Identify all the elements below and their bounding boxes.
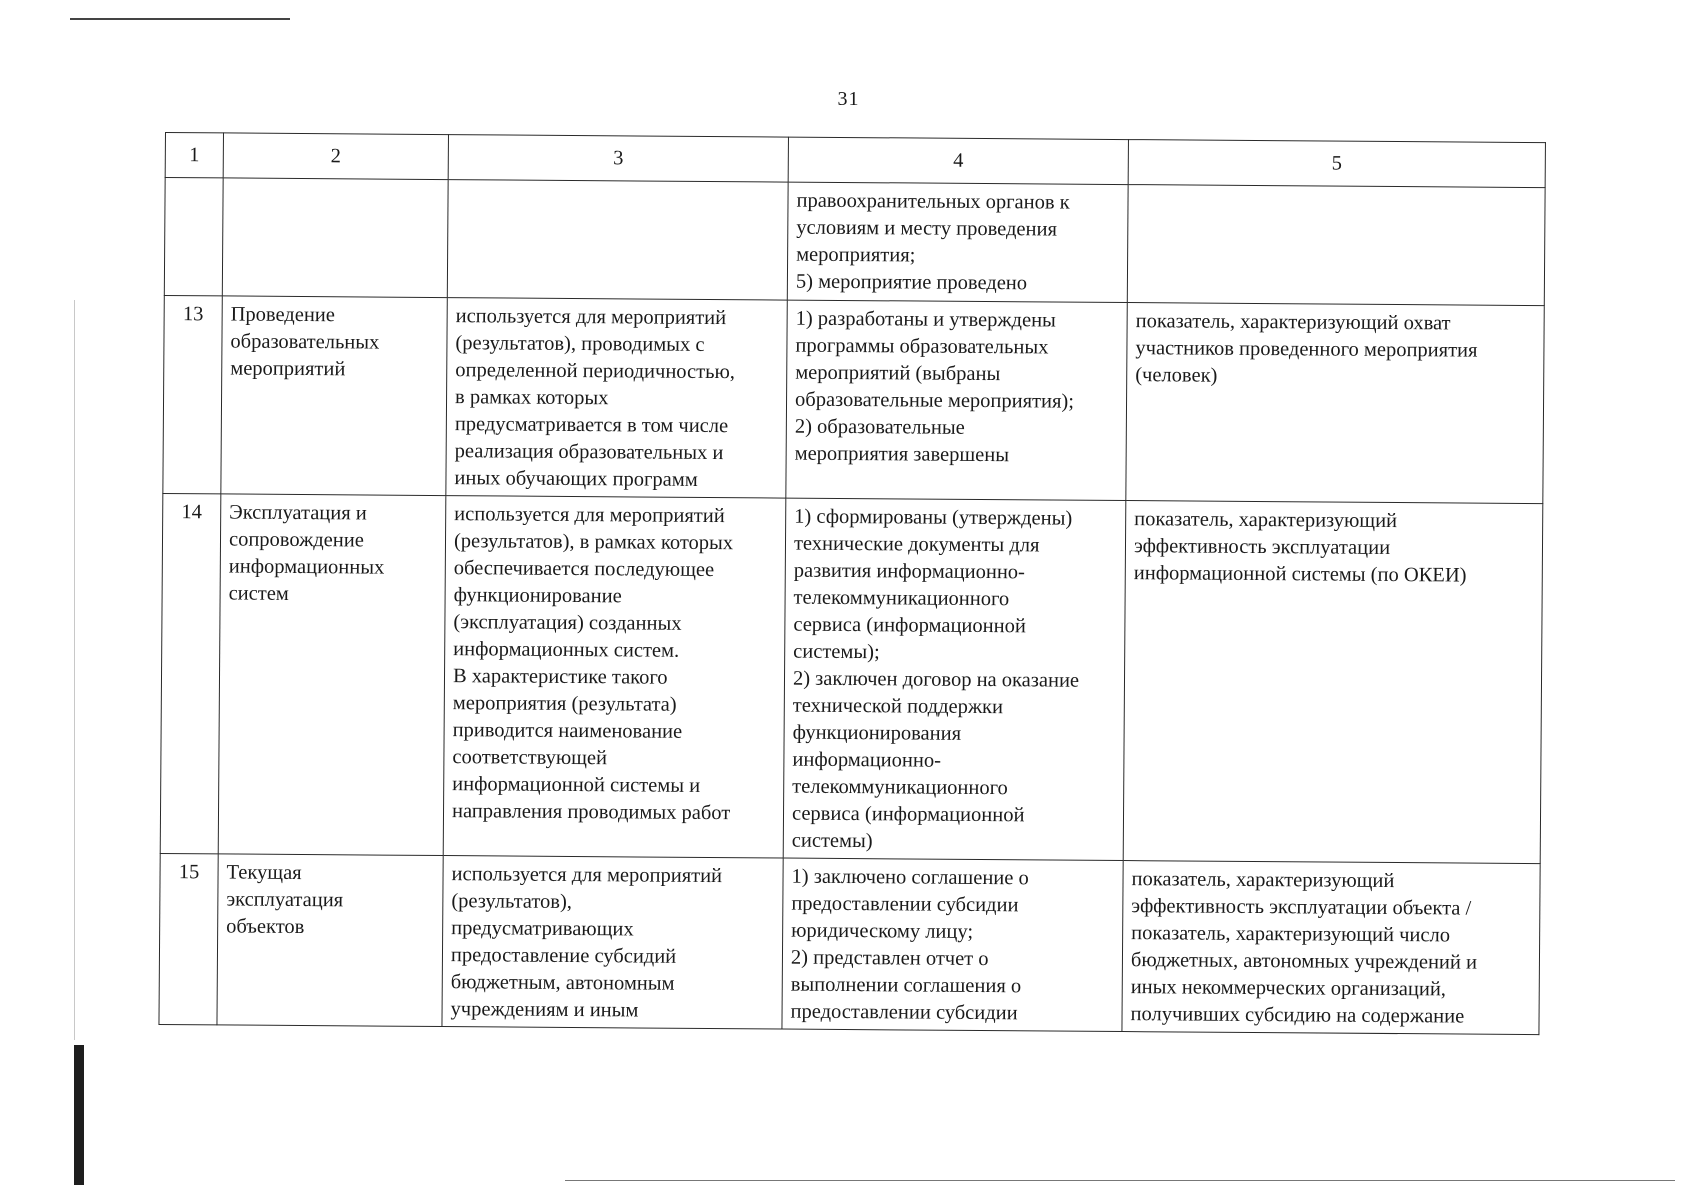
table-row [163,295,1544,503]
table-row [160,493,1543,863]
control-points-cell: 1) разработаны и утверждены программы образовательных мероприятий (выбраны образовательные мероприятия); 2) образовательные мероприятия завершены [786,300,1127,500]
scan-artifact-left-line [74,300,75,1040]
page-number: 31 [837,88,860,110]
event-type-cell [222,178,448,298]
control-points-cell: 1) заключено соглашение о предоставлении субсидии юридическому лицу; 2) представлен отчет о выполнении соглашения о предоставлении субсидии [782,858,1123,1031]
column-header: 2 [223,133,448,180]
usage-cell: используется для мероприятий (результатов), в рамках которых обеспечивается последующее функционирование (эксплуатация) созданных информационных систем. В характеристике такого мероприятия (результата) приводится наименование соответствующей информационной системы и направления проводимых работ [443,496,786,858]
indicator-cell: показатель, характеризующий эффективность эксплуатации информационной системы (по ОКЕИ) [1123,501,1543,864]
scan-artifact-left-bar [74,1045,84,1185]
event-type-cell: Эксплуатация и сопровождение информационных систем [218,494,446,856]
usage-cell [447,180,788,300]
usage-cell: используется для мероприятий (результатов), проводимых с определенной периодичностью, в рамках которых предусматривается в том числе реализация образовательных и иных обучающих программ [446,298,787,498]
row-number-cell: 15 [159,853,218,1024]
row-number-cell [164,178,223,296]
requirements-table [158,132,1546,1035]
indicator-cell [1127,185,1545,306]
table-row [159,853,1540,1034]
row-number-cell: 14 [160,493,221,853]
indicator-cell: показатель, характеризующий охват участников проведенного мероприятия (человек) [1126,303,1544,504]
column-header: 5 [1128,140,1545,188]
scan-artifact-bottom-line [565,1180,1675,1181]
column-header: 1 [165,133,223,178]
indicator-cell: показатель, характеризующий эффективность эксплуатации объекта / показатель, характеризующий число бюджетных, автономных учреждений и иных некоммерческих организаций, получивших субсидию на содержание [1122,861,1540,1035]
control-points-cell: правоохранительных органов к условиям и месту проведения мероприятия; 5) мероприятие проведено [787,182,1128,302]
scan-artifact-top-line [70,18,290,20]
table-row [164,178,1545,306]
control-points-cell: 1) сформированы (утверждены) технические документы для развития информационно- телекоммуникационного сервиса (информационной системы); 2) заключен договор на оказание технической поддержки функционирования информационно- телекоммуникационного сервиса (информационной системы) [783,498,1126,860]
column-header: 3 [448,135,788,182]
usage-cell: используется для мероприятий (результатов), предусматривающих предоставление субсидий бюджетным, автономным учреждениям и иным [442,856,783,1029]
column-header: 4 [788,137,1128,184]
event-type-cell: Проведение образовательных мероприятий [221,296,447,496]
event-type-cell: Текущая эксплуатация объектов [217,854,443,1027]
row-number-cell: 13 [163,295,222,493]
